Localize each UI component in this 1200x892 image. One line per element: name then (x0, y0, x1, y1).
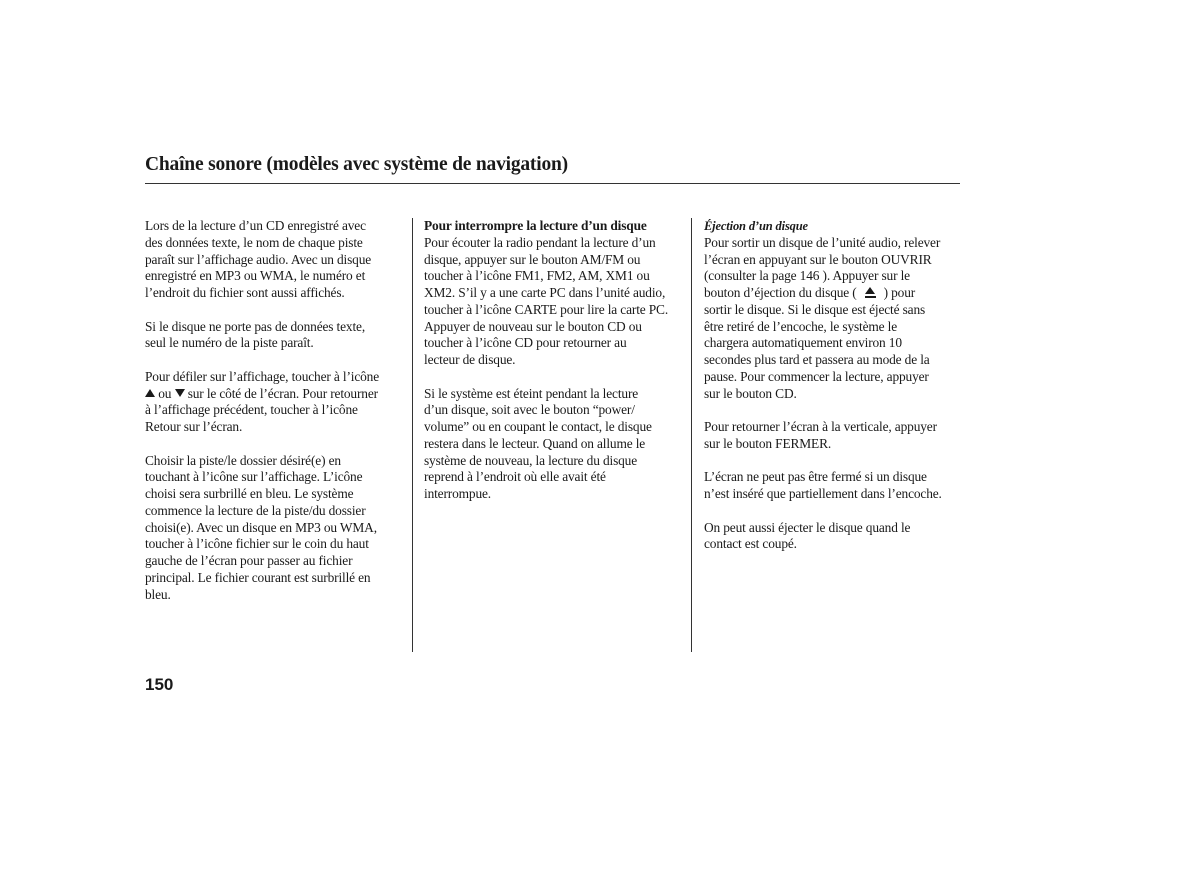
text-line: sortir le disque. Si le disque est éjecté sans (704, 301, 926, 317)
text-line: touchant à l’icône sur l’affichage. L’icône (145, 469, 363, 485)
text-line: gauche de l’écran pour passer au fichier (145, 553, 353, 568)
paragraph-cd-text (145, 218, 407, 302)
text-line: d’un disque, soit avec le bouton “power/ (424, 402, 635, 418)
column-divider-2 (691, 218, 692, 652)
text-line: XM2. S’il y a une carte PC dans l’unité audio, (424, 285, 666, 300)
text-line: paraît sur l’affichage audio. Avec un disque (145, 251, 372, 267)
text-line: bleu. (145, 586, 171, 602)
text-line: volume” ou en coupant le contact, le disque (424, 419, 652, 434)
text-line: (consulter la page 146 ). Appuyer sur le (704, 268, 910, 284)
text-fragment: ) pour (883, 285, 916, 300)
text-line: toucher à l’icône FM1, FM2, AM, XM1 ou (424, 268, 650, 284)
text-line-with-arrows (145, 386, 407, 403)
text-line: Si le disque ne porte pas de données texte, (145, 318, 366, 334)
text-line: Pour défiler sur l’affichage, toucher à l’icône (145, 368, 380, 384)
down-arrow-icon (175, 389, 185, 397)
text-line: à l’affichage précédent, toucher à l’icône (145, 402, 358, 418)
paragraph-eject-ignition-off (704, 520, 966, 554)
paragraph-partial-insert (704, 469, 966, 503)
text-line: être retiré de l’encoche, le système le (704, 318, 898, 334)
text-line: Si le système est éteint pendant la lecture (424, 385, 639, 401)
text-line: toucher à l’icône CARTE pour lire la carte PC. (424, 301, 669, 317)
text-line: Pour sortir un disque de l’unité audio, relever (704, 234, 941, 250)
text-or: ou (158, 385, 172, 401)
text-line: chargera automatiquement environ 10 (704, 335, 902, 351)
text-line: n’est inséré que partiellement dans l’encoche. (704, 486, 942, 501)
text-line: lecteur de disque. (424, 352, 516, 367)
text-fragment: sur le côté de l’écran. Pour retourner (187, 385, 378, 401)
text-line: principal. Le fichier courant est surbrillé en (145, 569, 371, 585)
section-heading-eject: Éjection d’un disque (704, 219, 808, 233)
text-fragment: bouton d’éjection du disque ( (704, 285, 857, 300)
text-line: choisi sera surbrillé en bleu. Le système (145, 486, 354, 501)
text-line: interrompue. (424, 486, 491, 501)
text-line: l’endroit du fichier sont aussi affichés. (145, 285, 345, 300)
text-line: Retour sur l’écran. (145, 419, 243, 434)
text-line: Appuyer de nouveau sur le bouton CD ou (424, 318, 642, 334)
text-line: des données texte, le nom de chaque piste (145, 234, 363, 250)
column-1 (145, 218, 407, 620)
page-title: Chaîne sonore (modèles avec système de navigation) (145, 154, 568, 175)
paragraph-system-off (424, 386, 686, 503)
paragraph-choose-track (145, 453, 407, 604)
column-divider-1 (412, 218, 413, 652)
text-line: choisi(e). Avec un disque en MP3 ou WMA, (145, 519, 377, 535)
paragraph-no-text-data (145, 319, 407, 353)
paragraph-eject-disc (704, 218, 966, 402)
text-line: toucher à l’icône fichier sur le coin du haut (145, 536, 369, 552)
text-line: restera dans le lecteur. Quand on allume le (424, 435, 646, 451)
text-line: sur le bouton CD. (704, 385, 797, 401)
text-line: sur le bouton FERMER. (704, 435, 832, 451)
text-line: enregistré en MP3 ou WMA, le numéro et (145, 268, 366, 284)
text-line: secondes plus tard et passera au mode de la (704, 352, 930, 367)
text-line: commence la lecture de la piste/du dossier (145, 502, 366, 518)
paragraph-interrupt-playback (424, 218, 686, 369)
text-line: Choisir la piste/le dossier désiré(e) en (145, 452, 341, 468)
text-line: disque, appuyer sur le bouton AM/FM ou (424, 251, 641, 267)
text-line-with-eject (704, 285, 966, 302)
eject-icon (865, 287, 876, 298)
text-line: On peut aussi éjecter le disque quand le (704, 519, 911, 535)
text-line: Pour retourner l’écran à la verticale, appuyer (704, 419, 937, 434)
paragraph-close-screen (704, 419, 966, 453)
column-2 (424, 218, 686, 520)
text-line: contact est coupé. (704, 536, 797, 552)
text-line: Lors de la lecture d’un CD enregistré avec (145, 218, 366, 233)
text-line: système de nouveau, la lecture du disque (424, 452, 638, 468)
text-line: L’écran ne peut pas être fermé si un disque (704, 469, 927, 485)
text-line: toucher à l’icône CD pour retourner au (424, 335, 627, 351)
text-line: pause. Pour commencer la lecture, appuyer (704, 368, 929, 384)
text-line: reprend à l’endroit où elle avait été (424, 469, 606, 485)
text-line: Pour écouter la radio pendant la lecture d’un (424, 234, 656, 250)
column-3 (704, 218, 966, 570)
text-line: l’écran en appuyant sur le bouton OUVRIR (704, 251, 932, 267)
paragraph-scroll-display (145, 369, 407, 436)
page-number: 150 (145, 675, 174, 694)
title-divider (145, 183, 960, 184)
text-line: seul le numéro de la piste paraît. (145, 335, 314, 351)
section-heading-interrupt: Pour interrompre la lecture d’un disque (424, 218, 647, 233)
up-arrow-icon (145, 389, 155, 397)
